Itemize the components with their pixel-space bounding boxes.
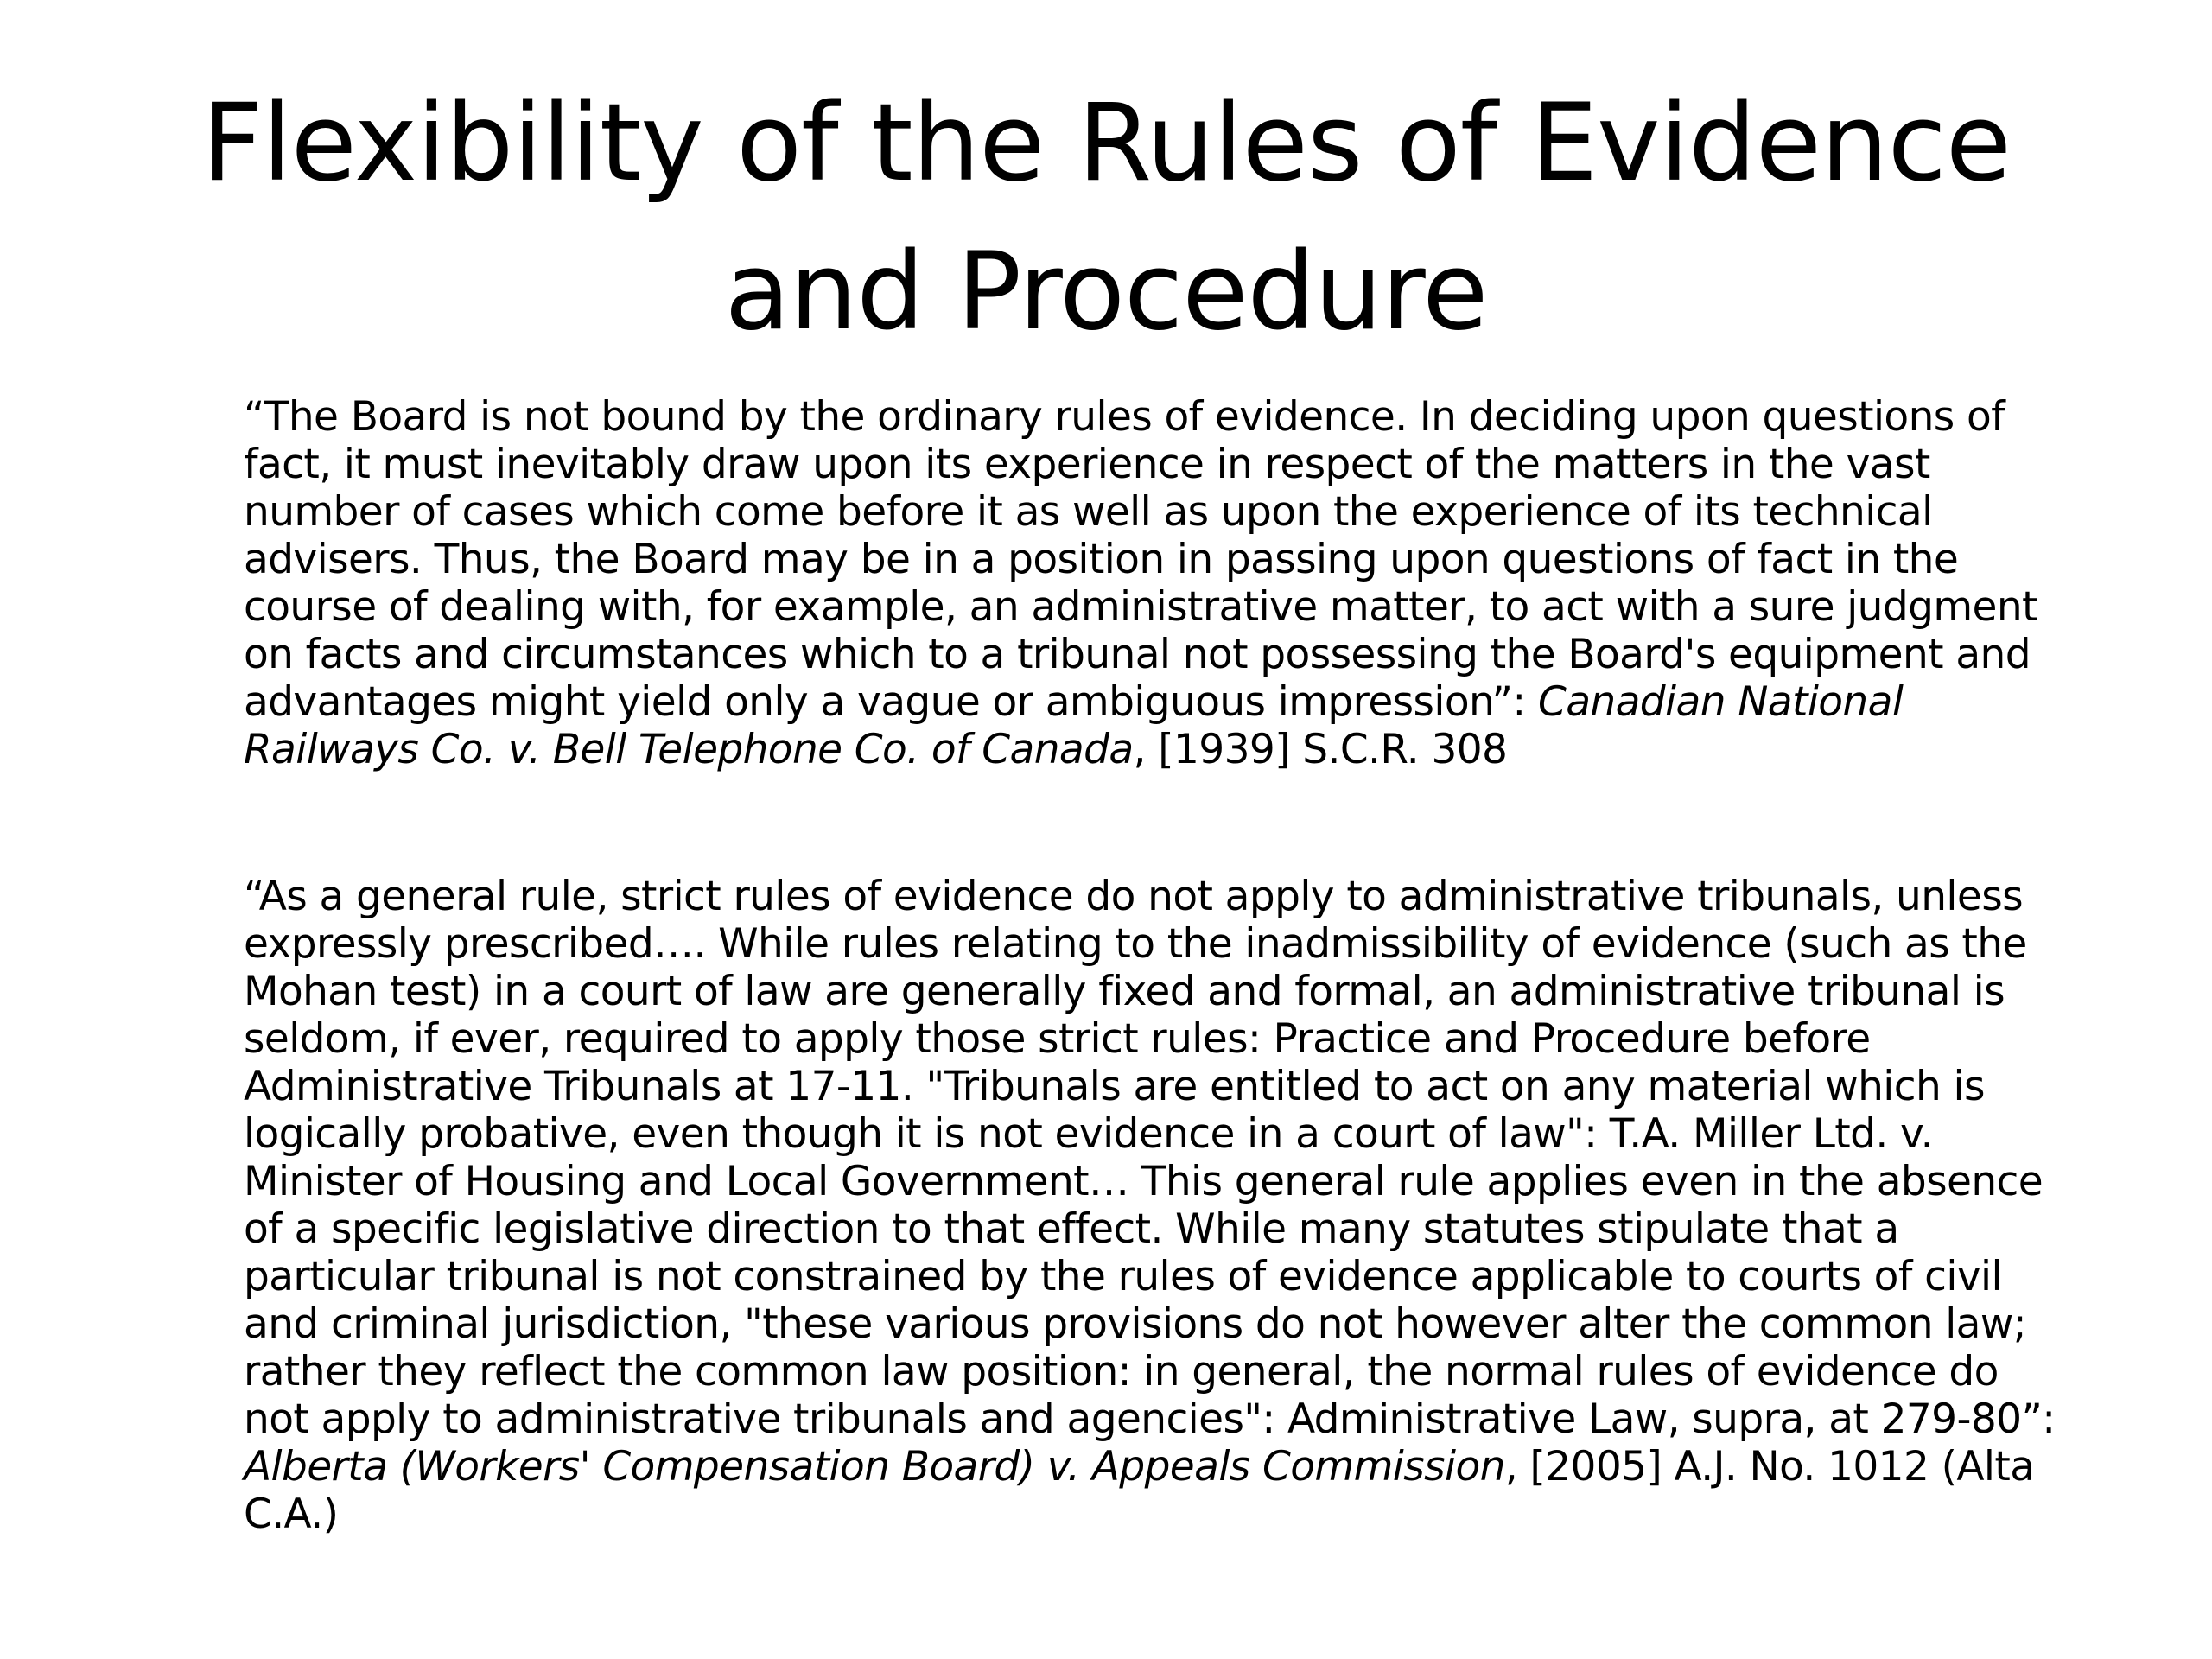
quote-block-canadian-national bbox=[244, 393, 2075, 773]
slide-title: Flexibility of the Rules of Evidence and Procedure bbox=[200, 81, 2012, 354]
citation-reference: , [1939] S.C.R. 308 bbox=[1133, 726, 1508, 773]
slide-body bbox=[244, 393, 2075, 1538]
quote-block-alberta-wcb bbox=[244, 873, 2075, 1538]
citation-case-name: Canadian National Railways Co. v. Bell Telephone Co. of Canada bbox=[244, 678, 1904, 773]
quote-text: “As a general rule, strict rules of evidence do not apply to administrative tribunals, unless expressly prescribed…. While rules relating to the inadmissibility of evidence (such as the Mohan test) in a court of law are generally fixed and formal, an administrative tribunal is seldom, if ever, required to apply those strict rules: Practice and Procedure before Administrative Tribunals at 17-11. "Tribunals are entitled to act on any material which is logically probative, even though it is not evidence in a court of law": T.A. Miller Ltd. v. Minister of Housing and Local Government… This general rule applies even in the absence of a specific legislative direction to that effect. While many statutes stipulate that a particular tribunal is not constrained by the rules of evidence applicable to courts of civil and criminal jurisdiction, "these various provisions do not however alter the common law; rather they reflect the common law position: in general, the normal rules of evidence do not apply to administrative tribunals and agencies": Administrative Law, supra, at 279-80”: bbox=[244, 873, 2056, 1443]
quote-text: “The Board is not bound by the ordinary rules of evidence. In deciding upon questions of fact, it must inevitably draw upon its experience in respect of the matters in the vast number of cases which come before it as well as upon the experience of its technical advisers. Thus, the Board may be in a position in passing upon questions of fact in the course of dealing with, for example, an administrative matter, to act with a sure judgment on facts and circumstances which to a tribunal not possessing the Board's equipment and advantages might yield only a vague or ambiguous impression”: bbox=[244, 393, 2037, 726]
citation-case-name: Alberta (Workers' Compensation Board) v. Appeals Commission bbox=[244, 1443, 1505, 1491]
citation-reference: , [2005] A.J. No. 1012 (Alta C.A.) bbox=[244, 1443, 2035, 1538]
